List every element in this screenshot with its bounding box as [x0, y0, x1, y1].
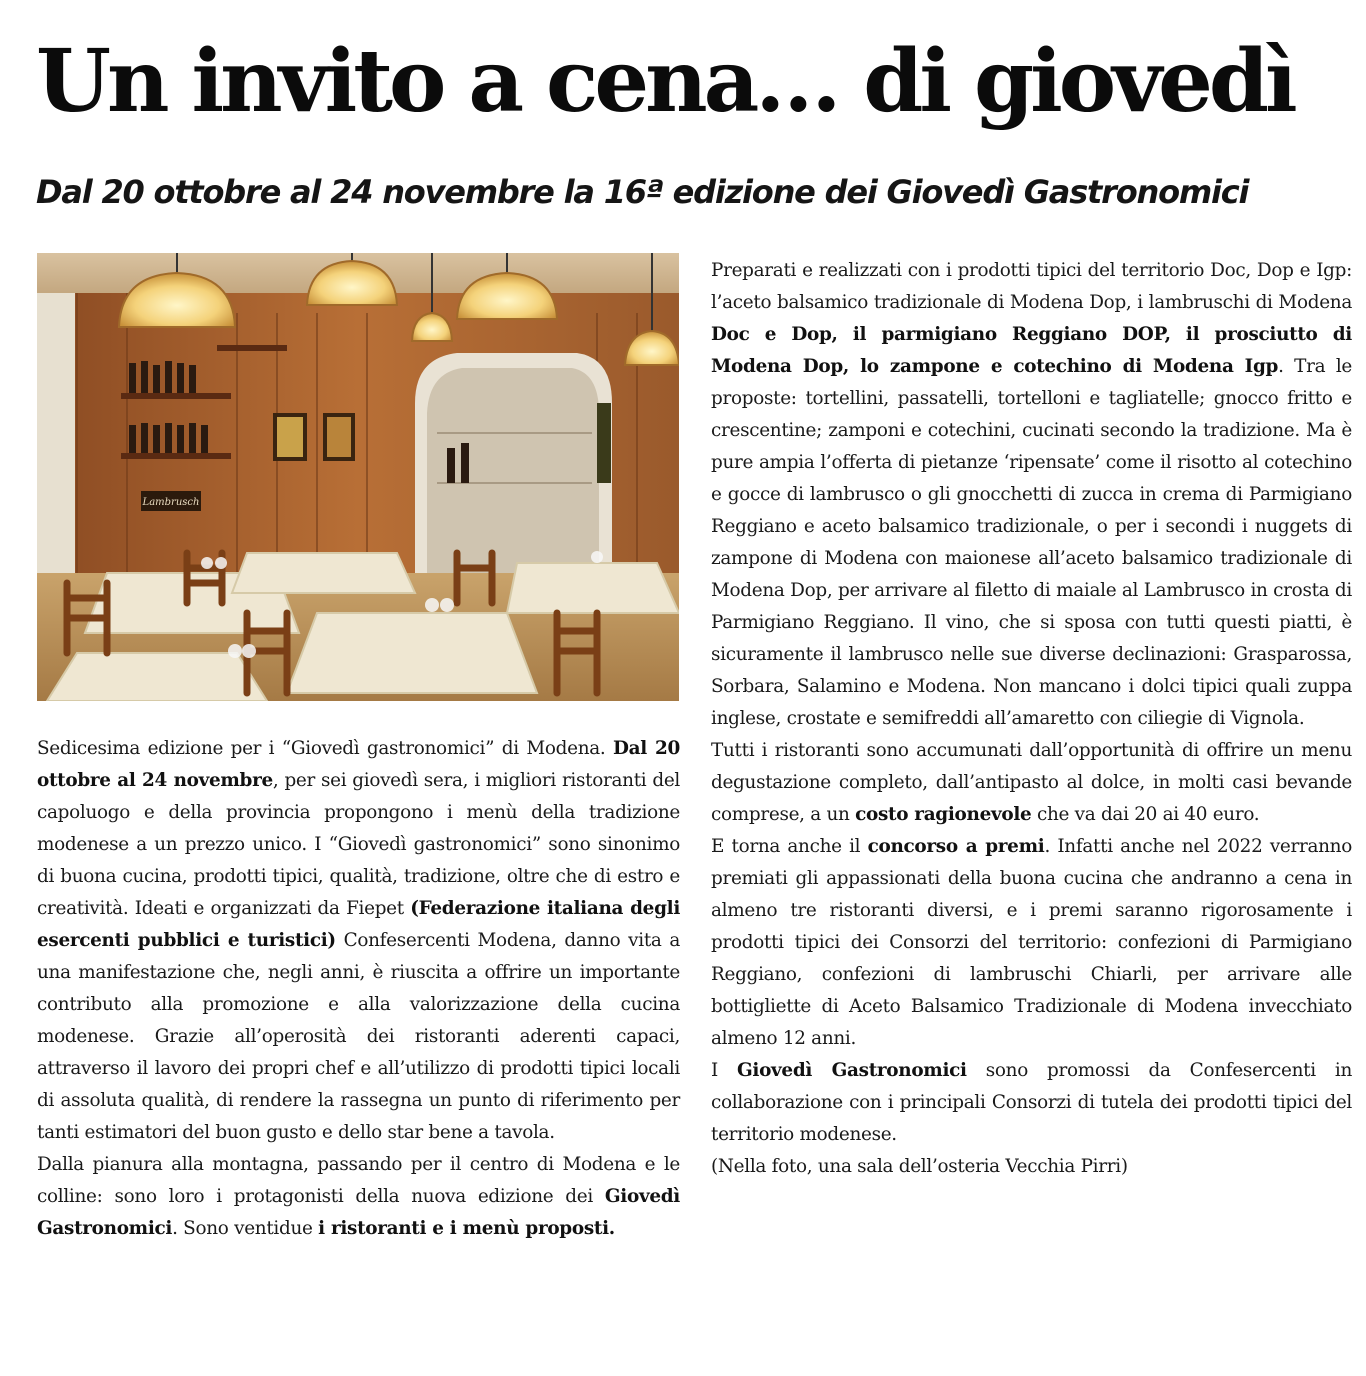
bold-text: (Federazione italiana degli esercenti pubblici e turistici): [37, 898, 681, 951]
bold-text: Giovedì Gastronomici: [37, 1186, 680, 1239]
text: . Infatti anche nel 2022 verranno premiati gli appassionati della buona cucina che andranno a cena in almeno tre ristoranti diversi, e i premi saranno rigorosamente i prodotti tipici dei Consorzi del territorio: confezioni di Parmigiano Reggiano, confezioni di lambruschi Chiarli, per arrivare alle bottigliette di Aceto Balsamico Tradizionale di Modena invecchiato almeno 12 anni.: [711, 836, 1352, 1049]
paragraph: [711, 1151, 1352, 1183]
bold-text: Dal 20 ottobre al 24 novembre: [37, 738, 681, 791]
text: . Tra le proposte: tortellini, passatelli, tortelloni e tagliatelle; gnocco fritto e crescentine; zamponi e cotechini, cucinati secondo la tradizione. Ma è pure ampia l’offerta di pietanze ‘ripensate’ come il risotto al cotechino e gocce di lambrusco o gli gnocchetti di zucca in crema di Parmigiano Reggiano e aceto balsamico tradizionale, o per i secondi i nuggets di zampone di Modena con maionese all’aceto balsamico tradizionale di Modena Dop, per arrivare al filetto di maiale al Lambrusco in crosta di Parmigiano Reggiano. Il vino, che si sposa con tutti questi piatti, è sicuramente il lambrusco nelle sue diverse declinazioni: Grasparossa, Sorbara, Salamino e Modena. Non mancano i dolci tipici quali zuppa inglese, crostate e semifreddi all’amaretto con ciliegie di Vignola.: [711, 356, 1352, 729]
text: , per sei giovedì sera, i migliori ristoranti del capoluogo e della provincia propongono i menù della tradizione modenese a un prezzo unico. I “Giovedì gastronomici” sono sinonimo di buona cucina, prodotti tipici, qualità, tradizione, oltre che di estro e creatività. Ideati e organizzati da Fiepet: [37, 770, 681, 919]
article-column-left: [37, 733, 680, 1245]
paragraph: [711, 831, 1352, 1055]
text: Dalla pianura alla montagna, passando per il centro di Modena e le colline: sono loro i protagonisti della nuova edizione dei: [37, 1154, 680, 1207]
bold-text: concorso a premi: [867, 836, 1045, 857]
restaurant-photo-illustration: [37, 253, 679, 701]
text: E torna anche il: [711, 836, 868, 857]
bold-text: i ristoranti e i menù proposti.: [318, 1218, 615, 1239]
text: . Sono ventidue: [172, 1218, 319, 1239]
paragraph: [711, 1055, 1352, 1151]
sign-text: Lambrusch: [142, 497, 200, 508]
subheadline: Dal 20 ottobre al 24 novembre la 16ª edizione dei Giovedì Gastronomici: [36, 173, 1249, 211]
paragraph: [711, 735, 1352, 831]
text: Confesercenti Modena, danno vita a una manifestazione che, negli anni, è riuscita a offrire un importante contributo alla promozione e alla valorizzazione della cucina modenese. Grazie all’operosità dei ristoranti aderenti capaci, attraverso il lavoro dei propri chef e all’utilizzo di prodotti tipici locali di assoluta qualità, di rendere la rassegna un punto di riferimento per tanti estimatori del buon gusto e dello star bene a tavola.: [37, 930, 680, 1143]
article-column-right: [711, 255, 1352, 1183]
paragraph: [37, 733, 680, 1149]
text: Preparati e realizzati con i prodotti tipici del territorio Doc, Dop e Igp: l’aceto balsamico tradizionale di Modena Dop, i lambruschi di Modena: [711, 260, 1352, 313]
text: Tutti i ristoranti sono accumunati dall’opportunità di offrire un menu degustazione completo, dall’antipasto al dolce, in molti casi bevande comprese, a un: [711, 740, 1352, 825]
text: (Nella foto, una sala dell’osteria Vecchia Pirri): [711, 1156, 1128, 1177]
text: che va dai 20 ai 40 euro.: [1031, 804, 1260, 825]
bold-text: costo ragionevole: [855, 804, 1032, 825]
paragraph: [37, 1149, 680, 1245]
bold-text: Doc e Dop, il parmigiano Reggiano DOP, il prosciutto di Modena Dop, lo zampone e cotechino di Modena Igp: [711, 324, 1352, 377]
paragraph: [711, 255, 1352, 735]
restaurant-photo: [37, 253, 679, 701]
text: sono promossi da Confesercenti in collaborazione con i principali Consorzi di tutela dei prodotti tipici del territorio modenese.: [711, 1060, 1352, 1145]
text: I: [711, 1060, 737, 1081]
text: Sedicesima edizione per i “Giovedì gastronomici” di Modena.: [37, 738, 613, 759]
headline: Un invito a cena… di giovedì: [36, 31, 1294, 132]
bold-text: Giovedì Gastronomici: [736, 1060, 967, 1081]
